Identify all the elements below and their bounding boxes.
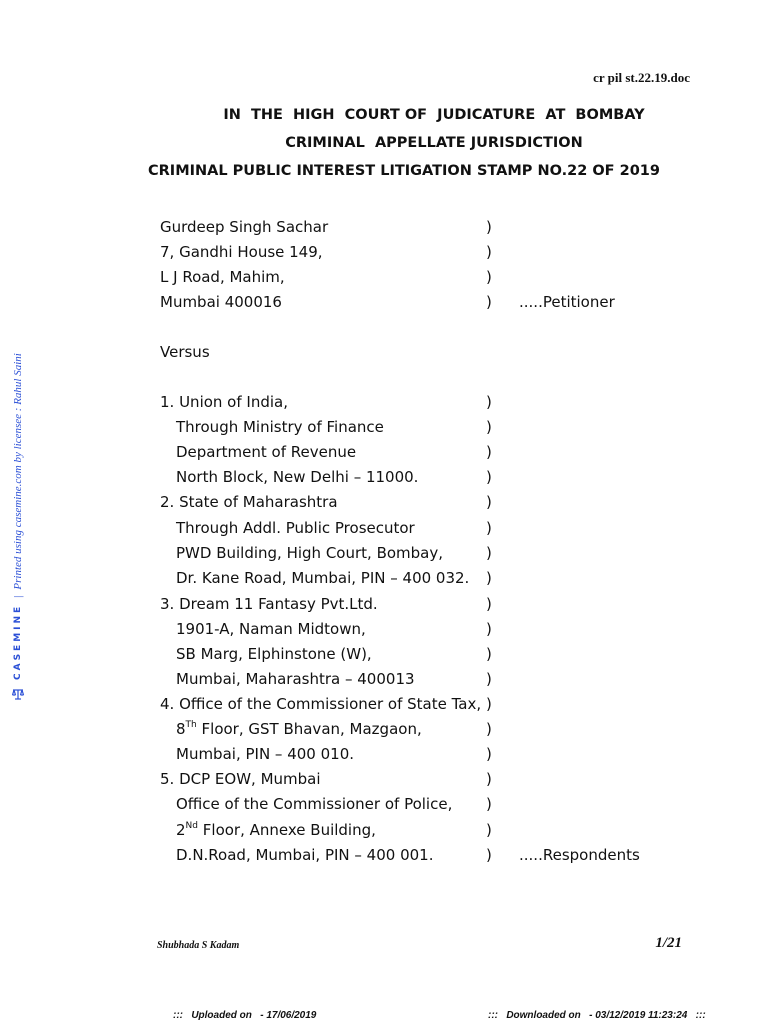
ordinal-suffix: Th — [185, 720, 197, 730]
respondent-3-line: Mumbai, Maharashtra – 400013 — [176, 670, 415, 688]
bracket: ) — [486, 695, 492, 713]
bracket: ) — [486, 493, 492, 511]
jurisdiction-heading: CRIMINAL APPELLATE JURISDICTION — [285, 135, 583, 151]
respondent-4-name: 4. Office of the Commissioner of State Tax, — [160, 695, 482, 713]
bracket: ) — [486, 645, 492, 663]
petitioner-address-line: L J Road, Mahim, — [160, 268, 285, 286]
casemine-logo-icon — [11, 686, 25, 700]
respondent-3-line: SB Marg, Elphinstone (W), — [176, 645, 372, 663]
respondent-5-line: D.N.Road, Mumbai, PIN – 400 001. — [176, 846, 434, 864]
respondent-2-line: Through Addl. Public Prosecutor — [176, 519, 415, 537]
bracket: ) — [486, 418, 492, 436]
document-file-reference: cr pil st.22.19.doc — [593, 70, 690, 85]
casemine-brand: CASEMINE — [13, 603, 23, 680]
floor-number: 8 — [176, 720, 186, 738]
casemine-watermark — [8, 300, 28, 700]
respondent-2-line: PWD Building, High Court, Bombay, — [176, 544, 444, 562]
petitioner-name: Gurdeep Singh Sachar — [160, 218, 329, 236]
bracket: ) — [486, 846, 492, 864]
case-number-heading: CRIMINAL PUBLIC INTEREST LITIGATION STAMP NO.22 OF 2019 — [148, 163, 660, 179]
bracket: ) — [486, 720, 492, 738]
bracket: ) — [486, 821, 492, 839]
bracket: ) — [486, 595, 492, 613]
floor-number: 2 — [176, 821, 186, 839]
respondent-5-line: Office of the Commissioner of Police, — [176, 795, 453, 813]
petitioner-address-line: 7, Gandhi House 149, — [160, 243, 323, 261]
respondent-1-line: North Block, New Delhi – 11000. — [176, 468, 419, 486]
respondent-1-name: 1. Union of India, — [160, 393, 288, 411]
bracket: ) — [486, 620, 492, 638]
case-headings — [0, 101, 768, 185]
floor-rest: Floor, GST Bhavan, Mazgaon, — [196, 720, 422, 738]
respondent-2-name: 2. State of Maharashtra — [160, 493, 338, 511]
downloaded-date: ::: Downloaded on - 03/12/2019 11:23:24 ::: — [488, 1010, 706, 1021]
bracket: ) — [486, 770, 492, 788]
respondent-4-line: Mumbai, PIN – 400 010. — [176, 745, 355, 763]
respondent-2-line: Dr. Kane Road, Mumbai, PIN – 400 032. — [176, 569, 470, 587]
petitioner-address-line: Mumbai 400016 — [160, 293, 282, 311]
bracket: ) — [486, 544, 492, 562]
ordinal-suffix: Nd — [185, 821, 198, 831]
respondents-role: .....Respondents — [519, 846, 640, 864]
page-number: 1/21 — [655, 935, 682, 951]
stenographer-name: Shubhada S Kadam — [157, 940, 240, 951]
respondent-1-line: Through Ministry of Finance — [176, 418, 384, 436]
bracket: ) — [486, 268, 492, 286]
watermark-separator: | — [12, 595, 24, 598]
respondent-1-line: Department of Revenue — [176, 443, 357, 461]
court-name-heading: IN THE HIGH COURT OF JUDICATURE AT BOMBAY — [223, 107, 645, 123]
bracket: ) — [486, 293, 492, 311]
bracket: ) — [486, 670, 492, 688]
respondent-5-name: 5. DCP EOW, Mumbai — [160, 770, 321, 788]
bracket: ) — [486, 468, 492, 486]
respondent-5-line — [176, 820, 376, 840]
bracket: ) — [486, 569, 492, 587]
bracket: ) — [486, 218, 492, 236]
respondent-3-line: 1901-A, Naman Midtown, — [176, 620, 366, 638]
watermark-note: Printed using casemine.com by licensee : Rahul Saini — [12, 353, 24, 590]
bracket: ) — [486, 393, 492, 411]
respondent-4-line — [176, 719, 422, 739]
uploaded-date: ::: Uploaded on - 17/06/2019 — [173, 1010, 317, 1021]
respondent-3-name: 3. Dream 11 Fantasy Pvt.Ltd. — [160, 595, 378, 613]
versus-label: Versus — [160, 343, 210, 361]
floor-rest: Floor, Annexe Building, — [198, 821, 376, 839]
bracket: ) — [486, 745, 492, 763]
bracket: ) — [486, 795, 492, 813]
bracket: ) — [486, 519, 492, 537]
bracket: ) — [486, 243, 492, 261]
petitioner-role: .....Petitioner — [519, 293, 615, 311]
bracket: ) — [486, 443, 492, 461]
